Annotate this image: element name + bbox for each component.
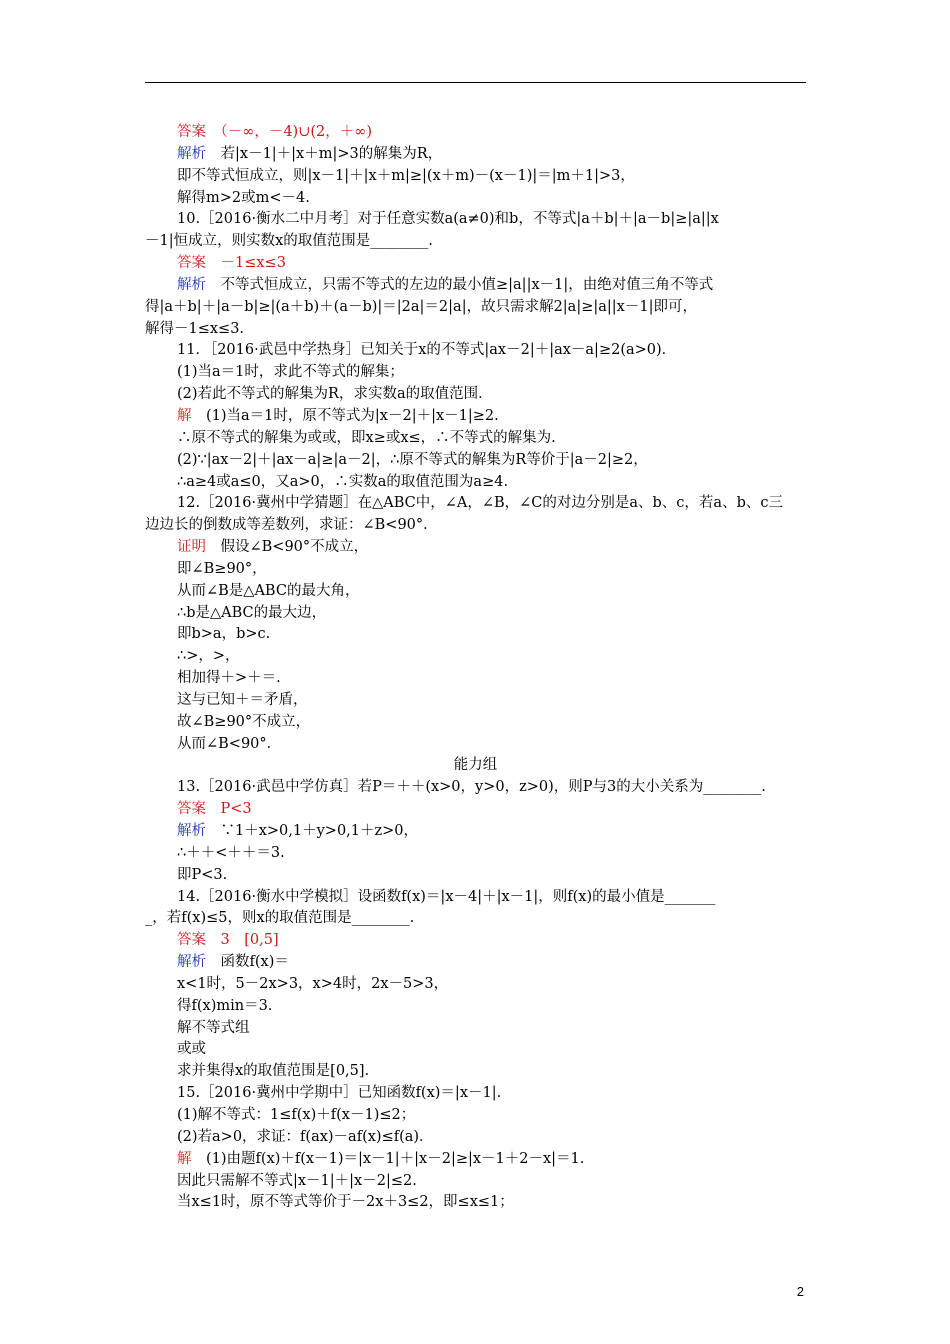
text-line xyxy=(145,646,806,668)
line-text: (2)若此不等式的解集为R，求实数a的取值范围． xyxy=(177,386,493,403)
line-text: ∴＋＋<＋＋＝3. xyxy=(177,844,285,861)
line-text: 得f(x)min＝3. xyxy=(177,997,273,1014)
line-text: 能力组 xyxy=(453,757,498,774)
text-line xyxy=(145,930,806,952)
line-text: 解得m>2或m<－4. xyxy=(177,189,310,206)
line-text: _，若f(x)≤5，则x的取值范围是________. xyxy=(145,910,415,927)
text-line xyxy=(145,777,806,799)
text-line xyxy=(145,340,806,362)
text-line xyxy=(145,712,806,734)
text-line xyxy=(145,668,806,690)
line-text: ∴b是△ABC的最大边， xyxy=(177,604,327,621)
line-text: 或或 xyxy=(177,1041,206,1058)
text-line xyxy=(145,952,806,974)
line-text: 11．［2016·武邑中学热身］已知关于x的不等式|ax－2|＋|ax－a|≥2(a>0)． xyxy=(177,342,677,359)
line-text: 函数f(x)＝ xyxy=(220,954,289,971)
line-text: 12.［2016·冀州中学猜题］在△ABC中，∠A，∠B，∠C的对边分别是a、b、c，若a、b、c三 xyxy=(177,495,783,512)
text-line xyxy=(145,624,806,646)
line-text: 若|x－1|＋|x＋m|>3的解集为R， xyxy=(220,145,443,162)
text-line xyxy=(145,974,806,996)
line-text: 即不等式恒成立，则|x－1|＋|x＋m|≥|(x＋m)－(x－1)|＝|m＋1|>3， xyxy=(177,167,635,184)
line-text: 假设∠B<90°不成立， xyxy=(220,539,369,556)
text-line xyxy=(145,275,806,297)
text-line xyxy=(145,1018,806,1040)
text-line xyxy=(145,1149,806,1171)
section-heading xyxy=(145,755,806,777)
text-line xyxy=(145,865,806,887)
text-line xyxy=(145,1061,806,1083)
line-text: 当x≤1时，原不等式等价于－2x＋3≤2，即≤x≤1； xyxy=(177,1194,514,1211)
text-line xyxy=(145,472,806,494)
line-text: 相加得＋>＋＝. xyxy=(177,670,281,687)
text-line xyxy=(145,690,806,712)
label-keyword: 答案 xyxy=(177,124,206,140)
line-text: 这与已知＋＝矛盾， xyxy=(177,691,308,708)
label-keyword: 解 xyxy=(177,407,192,424)
text-line xyxy=(145,1171,806,1193)
text-line xyxy=(145,799,806,821)
label-keyword: 解 xyxy=(177,1150,192,1167)
text-line xyxy=(145,537,806,559)
text-line xyxy=(145,887,806,909)
text-line xyxy=(145,209,806,231)
text-line xyxy=(145,493,806,515)
text-line xyxy=(145,384,806,406)
label-keyword: 答案 xyxy=(177,255,206,272)
text-line xyxy=(145,581,806,603)
label-keyword: 解析 xyxy=(177,145,206,162)
text-line xyxy=(145,122,806,144)
line-text: 不等式恒成立，只需不等式的左边的最小值≥|a||x－1|，由绝对值三角不等式 xyxy=(220,276,714,293)
header-rule xyxy=(145,82,806,83)
line-text: 解不等式组 xyxy=(177,1019,250,1036)
line-text: (1)解不等式：1≤f(x)＋f(x－1)≤2； xyxy=(177,1106,416,1123)
text-line xyxy=(145,515,806,537)
text-line xyxy=(145,843,806,865)
line-text: (2)∵|ax－2|＋|ax－a|≥|a－2|，∴原不等式的解集为R等价于|a－2|≥2， xyxy=(177,451,648,468)
line-text: 故∠B≥90°不成立， xyxy=(177,713,311,730)
line-text: P<3 xyxy=(220,801,252,818)
text-line xyxy=(145,603,806,625)
text-line xyxy=(145,1083,806,1105)
line-text: x<1时，5－2x>3，x>4时，2x－5>3， xyxy=(177,975,449,992)
line-text: (1)由题f(x)＋f(x－1)＝|x－1|＋|x－2|≥|x－1＋2－x|＝1. xyxy=(206,1150,585,1167)
label-keyword: 证明 xyxy=(177,539,206,556)
label-keyword: 解析 xyxy=(177,954,206,971)
line-text: 从而∠B是△ABC的最大角， xyxy=(177,582,360,599)
line-text: 从而∠B<90°． xyxy=(177,735,282,752)
text-line xyxy=(145,166,806,188)
label-keyword: 答案 xyxy=(177,801,206,818)
line-text: ∴>，>， xyxy=(177,648,240,665)
text-line xyxy=(145,188,806,210)
text-line xyxy=(145,253,806,275)
text-line xyxy=(145,450,806,472)
text-line xyxy=(145,406,806,428)
text-line xyxy=(145,231,806,253)
text-line xyxy=(145,297,806,319)
text-line xyxy=(145,821,806,843)
text-line xyxy=(145,362,806,384)
line-text: (1)当a＝1时，求此不等式的解集； xyxy=(177,364,404,381)
document-body xyxy=(145,122,806,1214)
line-text: 即P<3. xyxy=(177,866,228,883)
line-text: 即∠B≥90°， xyxy=(177,560,267,577)
line-text: ∴原不等式的解集为或或，即x≥或x≤，∴不等式的解集为. xyxy=(177,429,556,446)
line-text: 即b>a，b>c. xyxy=(177,626,271,643)
line-text: （－∞，－4)∪(2，＋∞) xyxy=(220,124,372,140)
text-line xyxy=(145,996,806,1018)
line-text: 因此只需解不等式|x－1|＋|x－2|≤2. xyxy=(177,1172,417,1189)
label-keyword: 答案 xyxy=(177,932,206,949)
text-line xyxy=(145,908,806,930)
text-line xyxy=(145,1192,806,1214)
text-line xyxy=(145,1039,806,1061)
line-text: (1)当a＝1时，原不等式为|x－2|＋|x－1|≥2. xyxy=(206,407,499,424)
text-line xyxy=(145,1105,806,1127)
text-line xyxy=(145,144,806,166)
page-number: 2 xyxy=(796,1284,804,1299)
line-text: ∴a≥4或a≤0，又a>0，∴实数a的取值范围为a≥4. xyxy=(177,473,509,490)
line-text: (2)若a>0，求证：f(ax)－af(x)≤f(a)． xyxy=(177,1128,434,1145)
text-line xyxy=(145,319,806,341)
line-text: 解得－1≤x≤3. xyxy=(145,320,245,337)
line-text: 边边长的倒数成等差数列，求证：∠B<90°． xyxy=(145,517,438,534)
line-text: 得|a＋b|＋|a－b|≥|(a＋b)＋(a－b)|＝|2a|＝2|a|，故只需求解2|a|≥|a||x－1|即可， xyxy=(145,298,697,315)
label-keyword: 解析 xyxy=(177,276,206,293)
text-line xyxy=(145,1127,806,1149)
text-line xyxy=(145,428,806,450)
line-text: 13.［2016·武邑中学仿真］若P＝＋＋(x>0，y>0，z>0)，则P与3的大小关系为________. xyxy=(177,779,766,796)
line-text: －1|恒成立，则实数x的取值范围是________. xyxy=(145,233,433,250)
line-text: 3 [0,5] xyxy=(220,932,279,949)
line-text: 15.［2016·冀州中学期中］已知函数f(x)＝|x－1|. xyxy=(177,1085,502,1102)
text-line xyxy=(145,559,806,581)
line-text: 14.［2016·衡水中学模拟］设函数f(x)＝|x－4|＋|x－1|，则f(x)的最小值是_______ xyxy=(177,888,716,905)
line-text: ∵1＋x>0,1＋y>0,1＋z>0， xyxy=(220,823,419,839)
text-line xyxy=(145,734,806,756)
label-keyword: 解析 xyxy=(177,823,206,839)
line-text: 10.［2016·衡水二中月考］对于任意实数a(a≠0)和b，不等式|a＋b|＋|a－b|≥|a||x xyxy=(177,211,719,228)
line-text: －1≤x≤3 xyxy=(220,255,286,272)
line-text: 求并集得x的取值范围是[0,5]. xyxy=(177,1063,370,1080)
